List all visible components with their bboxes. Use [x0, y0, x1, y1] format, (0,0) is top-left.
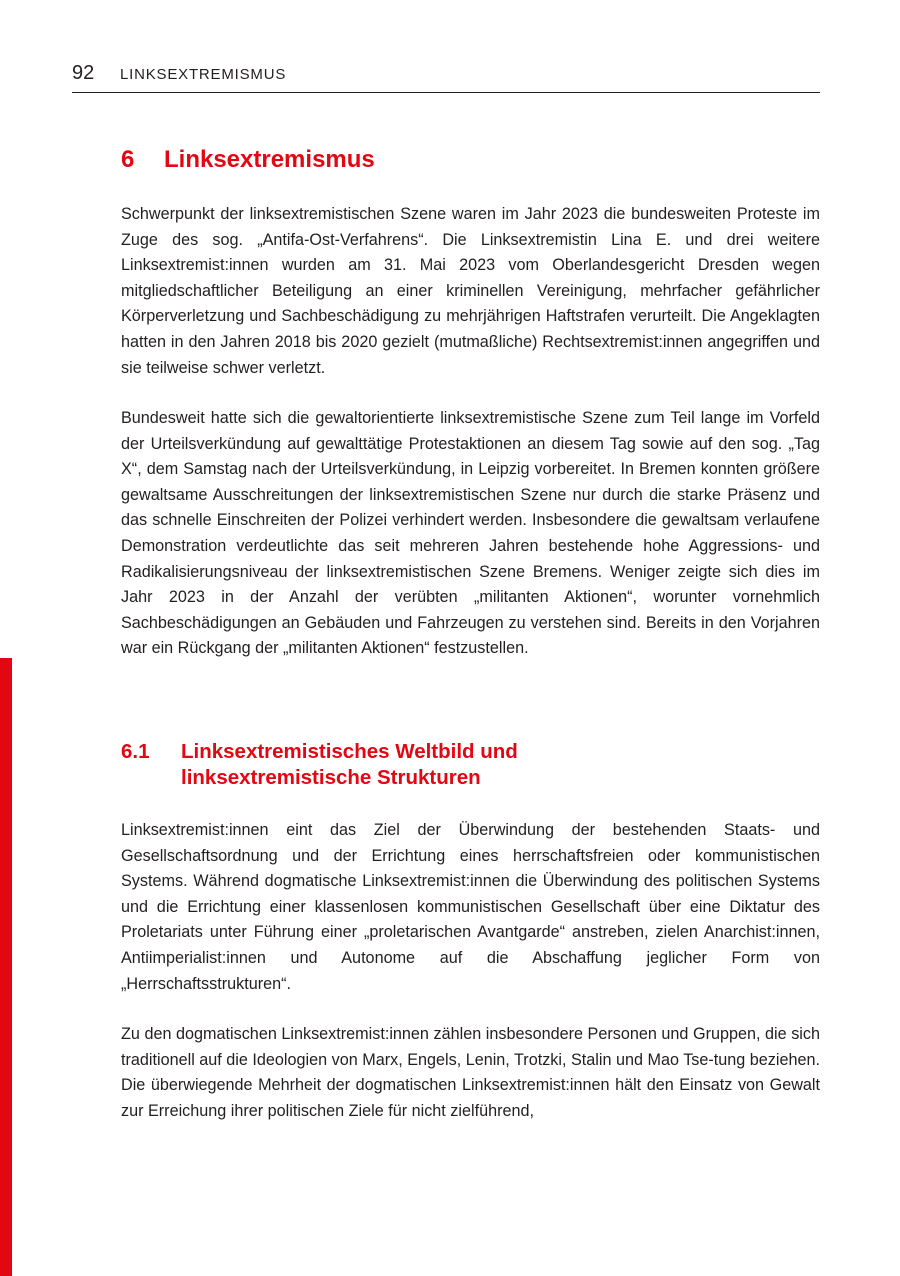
page-number: 92: [72, 62, 95, 84]
paragraph-section-2: Zu den dogmatischen Linksextremist:innen zählen insbesondere Personen und Gruppen, die sich traditionell auf die Ideologien von Marx, Engels, Lenin, Trotzki, Stalin und Mao Tse-tung beziehen. Die überwiegende Mehrheit der dogmatischen Linksextremist:innen hält den Einsatz von Gewalt zur Erreichung ihrer politischen Ziele für nicht zielführend,: [121, 1025, 820, 1120]
paragraph-intro-1: Schwerpunkt der linksextremistischen Szene waren im Jahr 2023 die bundesweiten Proteste im Zuge des sog. „Antifa-Ost-Verfahrens“. Die Linksextremistin Lina E. und drei weitere Linksextremist:innen wurden am 31. Mai 2023 vom Oberlandesgericht Dresden wegen mitgliedschaftlicher Beteiligung an einer kriminellen Vereinigung, mehrfacher gefährlicher Körperverletzung und Sachbeschädigung zu mehrjährigen Haftstrafen verurteilt. Die Angeklagten hatten in den Jahren 2018 bis 2020 gezielt (mutmaßliche) Rechtsextremist:innen angegriffen und sie teilweise schwer verletzt.: [121, 205, 820, 377]
section-number: 6.1: [121, 740, 150, 763]
chapter-heading: [121, 145, 375, 175]
paragraph-intro-2: Bundesweit hatte sich die gewaltorientierte linksextremistische Szene zum Teil lange im Vorfeld der Urteilsverkündung auf gewalttätige Protestaktionen an diesem Tag sowie auf den sog. „Tag X“, dem Samstag nach der Urteilsverkündung, in Leipzig vorbereitet. In Bremen konnten größere gewaltsame Ausschreitungen der linksextremistischen Szene nur durch die starke Präsenz und das schnelle Einschreiten der Polizei verhindert werden. Insbesondere die gewaltsam verlaufene Demonstration verdeutlichte das seit mehreren Jahren bestehende hohe Aggressions- und Radikalisierungsniveau der linksextremistischen Szene Bremens. Weniger zeigte sich dies im Jahr 2023 in der Anzahl der verübten „militanten Aktionen“, worunter vornehmlich Sachbeschädigungen an Gebäuden und Fahrzeugen zu verstehen sind. Bereits in den Vorjahren war ein Rückgang der „militanten Aktionen“ festzustellen.: [121, 409, 820, 658]
running-title: LINKSEXTREMISMUS: [120, 66, 287, 83]
red-margin-strip: [0, 658, 12, 1276]
section-title-line-2: linksextremistische Strukturen: [181, 766, 481, 789]
section-title-line-1: Linksextremistisches Weltbild und: [181, 740, 518, 763]
section-heading: [121, 739, 518, 791]
chapter-number: 6: [121, 146, 135, 173]
running-header: [72, 58, 820, 93]
paragraph-section-1: Linksextremist:innen eint das Ziel der Überwindung der bestehenden Staats- und Gesellschaftsordnung und der Errichtung eines herrschaftsfreien oder kommunistischen Systems. Während dogmatische Linksextremist:innen die Überwindung des politischen Systems und die Errichtung einer klassenlosen kommunistischen Gesellschaft über eine Diktatur des Proletariats unter Führung einer „proletarischen Avantgarde“ anstreben, zielen Anarchist:innen, Antiimperialist:innen und Autonome auf die Abschaffung jeglicher Form von „Herrschaftsstrukturen“.: [121, 821, 820, 993]
chapter-title: Linksextremismus: [164, 146, 375, 173]
